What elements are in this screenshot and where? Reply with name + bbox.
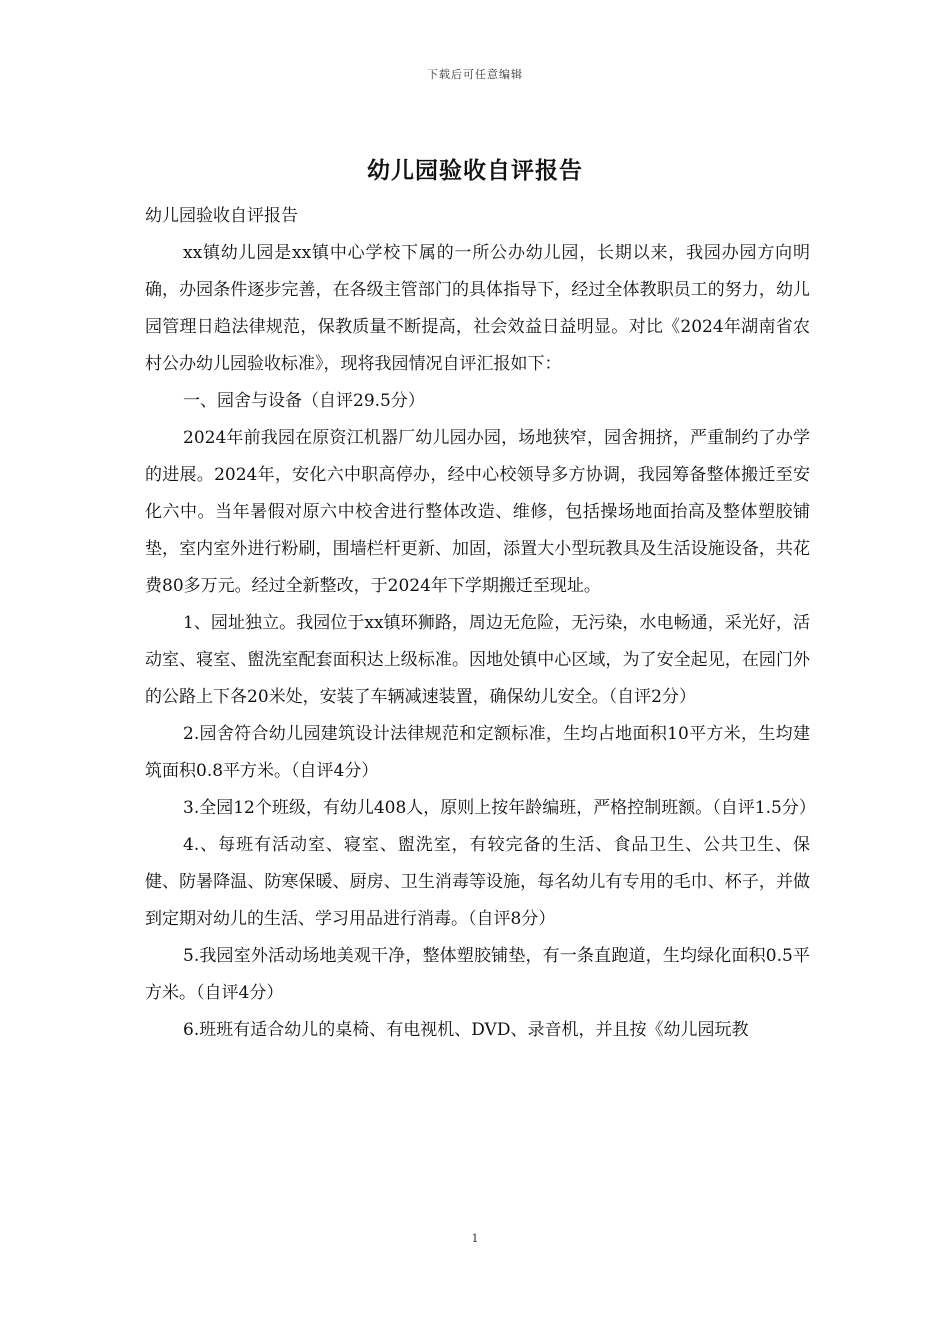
paragraph-item-6: 6.班班有适合幼儿的桌椅、有电视机、DVD、录音机，并且按《幼儿园玩教 — [183, 1020, 749, 1040]
paragraph-item-3: 3.全园12个班级，有幼儿408人，原则上按年龄编班，严格控制班额。（自评1.5分） — [183, 798, 816, 818]
document-title: 幼儿园验收自评报告 — [367, 158, 583, 184]
paragraph-item-2: 2.园舍符合幼儿园建筑设计法律规范和定额标准，生均占地面积10平方米，生均建筑面积0.8平方米。（自评4分） — [145, 724, 810, 781]
paragraph-item-4: 4.、每班有活动室、寝室、盥洗室，有较完备的生活、食品卫生、公共卫生、保健、防暑降温、防寒保暖、厨房、卫生消毒等设施，每名幼儿有专用的毛巾、杯子，并做到定期对幼儿的生活、学习用品进行消毒。（自评8分） — [145, 835, 810, 929]
page-number: 1 — [471, 1232, 479, 1245]
paragraph-history: 2024年前我园在原资江机器厂幼儿园办园，场地狭窄，园舍拥挤，严重制约了办学的进展。2024年，安化六中职高停办，经中心校领导多方协调，我园筹备整体搬迁至安化六中。当年暑假对原六中校舍进行整体改造、维修，包括操场地面抬高及整体塑胶铺垫，室内室外进行粉刷，围墙栏杆更新、加固，添置大小型玩教具及生活设施设备，共花费80多万元。经过全新整改，于2024年下学期搬迁至现址。 — [145, 428, 810, 596]
document-subtitle: 幼儿园验收自评报告 — [145, 206, 298, 226]
paragraph-item-5: 5.我园室外活动场地美观干净，整体塑胶铺垫，有一条直跑道，生均绿化面积0.5平方米。（自评4分） — [145, 946, 810, 1003]
document-body — [145, 198, 816, 1049]
page-header: 下载后可任意编辑 — [427, 68, 523, 81]
paragraph-intro: xx镇幼儿园是xx镇中心学校下属的一所公办幼儿园，长期以来，我园办园方向明确，办园条件逐步完善，在各级主管部门的具体指导下，经过全体教职员工的努力，幼儿园管理日趋法律规范，保教质量不断提高，社会效益日益明显。对比《2024年湖南省农村公办幼儿园验收标准》，现将我园情况自评汇报如下： — [145, 243, 810, 374]
section-heading-facilities: 一、园舍与设备（自评29.5分） — [183, 391, 425, 411]
paragraph-item-1: 1、园址独立。我园位于xx镇环狮路，周边无危险，无污染，水电畅通，采光好，活动室、寝室、盥洗室配套面积达上级标准。因地处镇中心区域，为了安全起见，在园门外的公路上下各20米处，安装了车辆减速装置，确保幼儿安全。（自评2分） — [145, 613, 810, 707]
